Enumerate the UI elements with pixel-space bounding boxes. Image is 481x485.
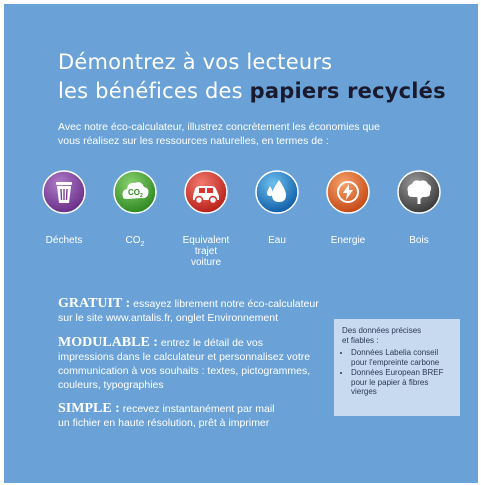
trash-bin-icon (42, 170, 86, 214)
icon-label-energie: Energie (330, 235, 366, 246)
feature-modulable (58, 336, 328, 392)
tree-icon (397, 170, 441, 214)
feature-modulable-line-2: impressions dans le calculateur et personnalisez votre (58, 351, 311, 363)
list-item-line: • Données European BREF (351, 368, 444, 377)
list-item-line: pour le papier à fibres (351, 377, 429, 387)
feature-simple-line-2: un fichier en haute résolution, prêt à imprimer (58, 417, 270, 429)
co2-glyph-sub: 2 (140, 193, 143, 199)
co2-label-main: CO (125, 235, 141, 246)
list-item (351, 348, 453, 367)
title-line-2-prefix: les bénéfices des (58, 79, 250, 103)
info-panel (4, 4, 478, 483)
icon-label-co2 (100, 235, 170, 250)
feature-text: entrez le détail de vos (157, 337, 264, 349)
feature-modulable-line-1 (58, 336, 328, 350)
icon-label-bois: Bois (409, 235, 429, 246)
icon-label-voiture (171, 235, 241, 268)
page-title (58, 48, 446, 106)
sidebox-heading-line-1: Des données précises (342, 326, 422, 335)
sidebox-heading-line-2: et fiables : (342, 335, 379, 345)
car-label-line-2: trajet (194, 246, 218, 257)
data-sources-box (334, 319, 460, 416)
icon-label-dechets: Déchets (45, 235, 83, 246)
co2-icon (113, 170, 157, 214)
feature-gratuit-line-2: sur le site www.antalis.fr, onglet Environnement (58, 312, 279, 324)
intro-text: Avec notre éco-calculateur, illustrez concrètement les économies que vous réalisez sur les ressources naturelles, en termes de : (58, 121, 380, 147)
list-item-line: pour l'empreinte carbone (351, 357, 440, 367)
title-line-1: Démontrez à vos lecteurs (58, 50, 333, 74)
feature-simple-line-1 (58, 402, 328, 416)
car-icon (184, 170, 228, 214)
co2-label-sub: 2 (140, 241, 145, 248)
car-label-line-3: voiture (190, 257, 221, 268)
title-line-2 (58, 77, 446, 106)
list-item-line: vierges (351, 387, 377, 396)
water-drop-icon (255, 170, 299, 214)
list-item (351, 368, 453, 397)
feature-simple (58, 402, 328, 430)
feature-text: essayez librement notre éco-calculateur (130, 298, 319, 310)
feature-modulable-line-3: communication à vos souhaits : textes, pictogrammes, (58, 365, 311, 377)
feature-keyword: GRATUIT : (58, 296, 131, 311)
feature-keyword: SIMPLE : (58, 401, 120, 416)
feature-gratuit (58, 297, 328, 325)
energy-icon (326, 170, 370, 214)
title-highlight: papiers recyclés (249, 79, 446, 103)
feature-modulable-line-4: couleurs, typographies (58, 379, 164, 391)
feature-gratuit-line-1 (58, 297, 328, 311)
sidebox-list (342, 348, 453, 397)
co2-glyph: CO (128, 188, 140, 197)
icon-label-eau: Eau (268, 235, 286, 246)
feature-keyword: MODULABLE : (58, 335, 158, 350)
list-item-line: • Données Labelia conseil (351, 348, 439, 357)
car-label-line-1: Equivalent (182, 235, 230, 246)
feature-text: recevez instantanément par mail (119, 403, 275, 415)
